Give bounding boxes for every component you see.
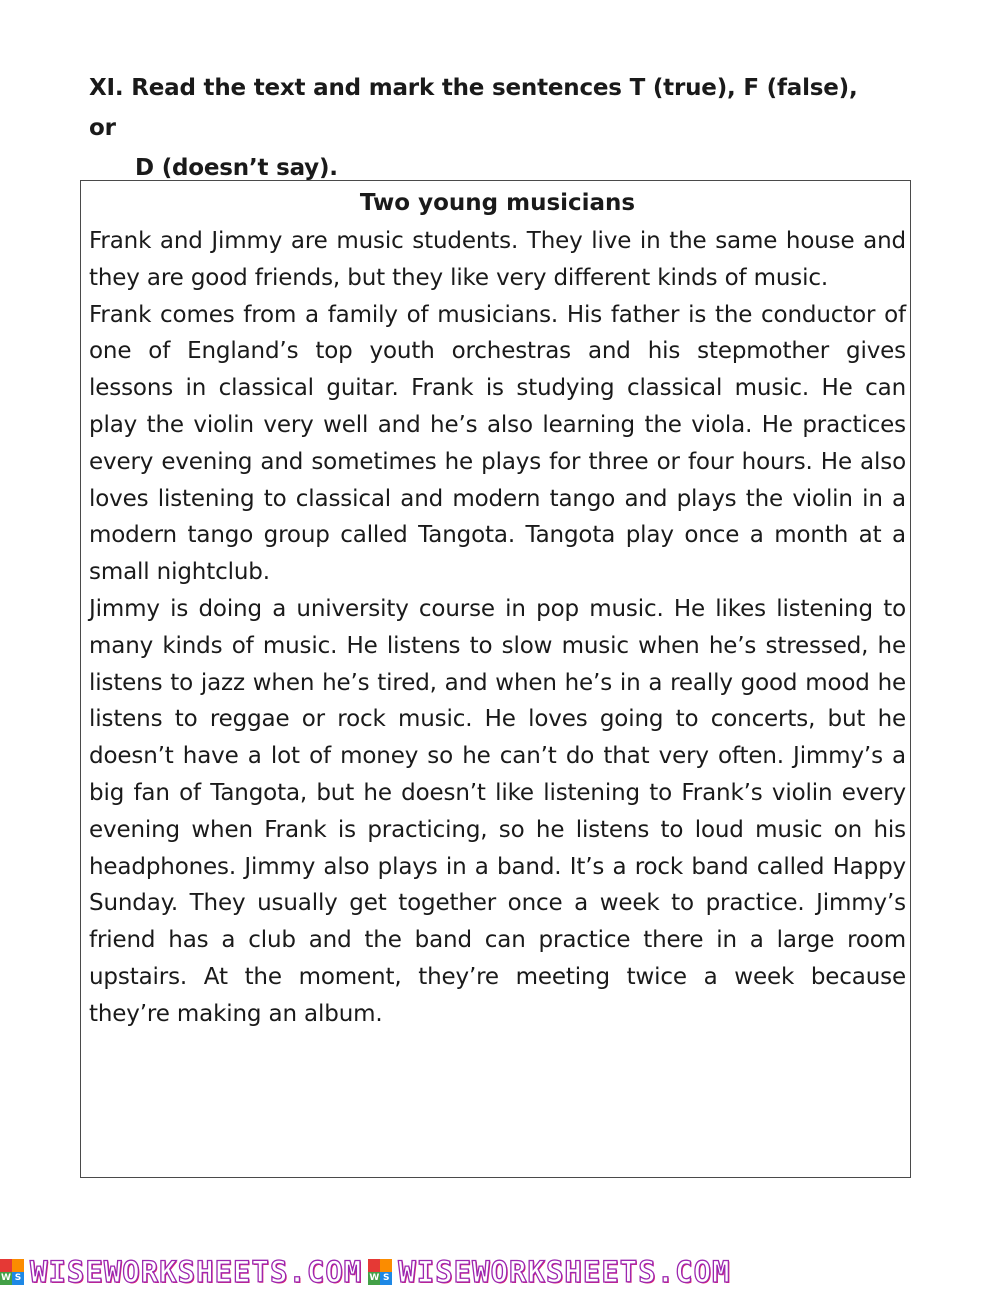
instruction-heading — [89, 68, 889, 188]
watermark-footer — [0, 1253, 1000, 1291]
watermark-logo-1 — [0, 1255, 362, 1289]
watermark-text-2: WISEWORKSHEETS.COM — [398, 1255, 731, 1289]
passage-paragraph-3: Jimmy is doing a university course in pop music. He likes listening to many kinds of music. He listens to slow music when he’s stressed, he listens to jazz when he’s tired, and when he’s in a really good mood he listens to reggae or rock music. He loves going to concerts, but he doesn’t have a lot of money so he can’t do that very often. Jimmy’s a big fan of Tangota, but he doesn’t like listening to Frank’s violin every evening when Frank is practicing, so he listens to loud music on his headphones. Jimmy also plays in a band. It’s a rock band called Happy Sunday. They usually get together once a week to practice. Jimmy’s friend has a club and the band can practice there in a large room upstairs. At the moment, they’re meeting twice a week because they’re making an album. — [89, 595, 906, 1027]
passage-title: Two young musicians — [359, 190, 636, 216]
reading-passage-box — [80, 180, 911, 1178]
watermark-logo-2 — [368, 1255, 730, 1289]
watermark-text-1: WISEWORKSHEETS.COM — [30, 1255, 363, 1289]
brand-badge-icon: W S — [0, 1259, 24, 1285]
passage-paragraph-2: Frank comes from a family of musicians. His father is the conductor of one of England’s top youth orchestras and his stepmother gives lessons in classical guitar. Frank is studying classical music. He can play the violin very well and he’s also learning the viola. He practices every evening and sometimes he plays for three or four hours. He also loves listening to classical and modern tango and plays the violin in a modern tango group called Tangota. Tangota play once a month at a small nightclub. — [89, 301, 906, 586]
instruction-line-2: D (doesn’t say). — [135, 155, 338, 181]
instruction-line-1: XI. Read the text and mark the sentences T (true), F (false), or — [89, 75, 858, 141]
passage-paragraph-1: Frank and Jimmy are music students. They live in the same house and they are good friends, but they like very different kinds of music. — [89, 228, 906, 291]
brand-badge-icon: W S — [368, 1259, 392, 1285]
